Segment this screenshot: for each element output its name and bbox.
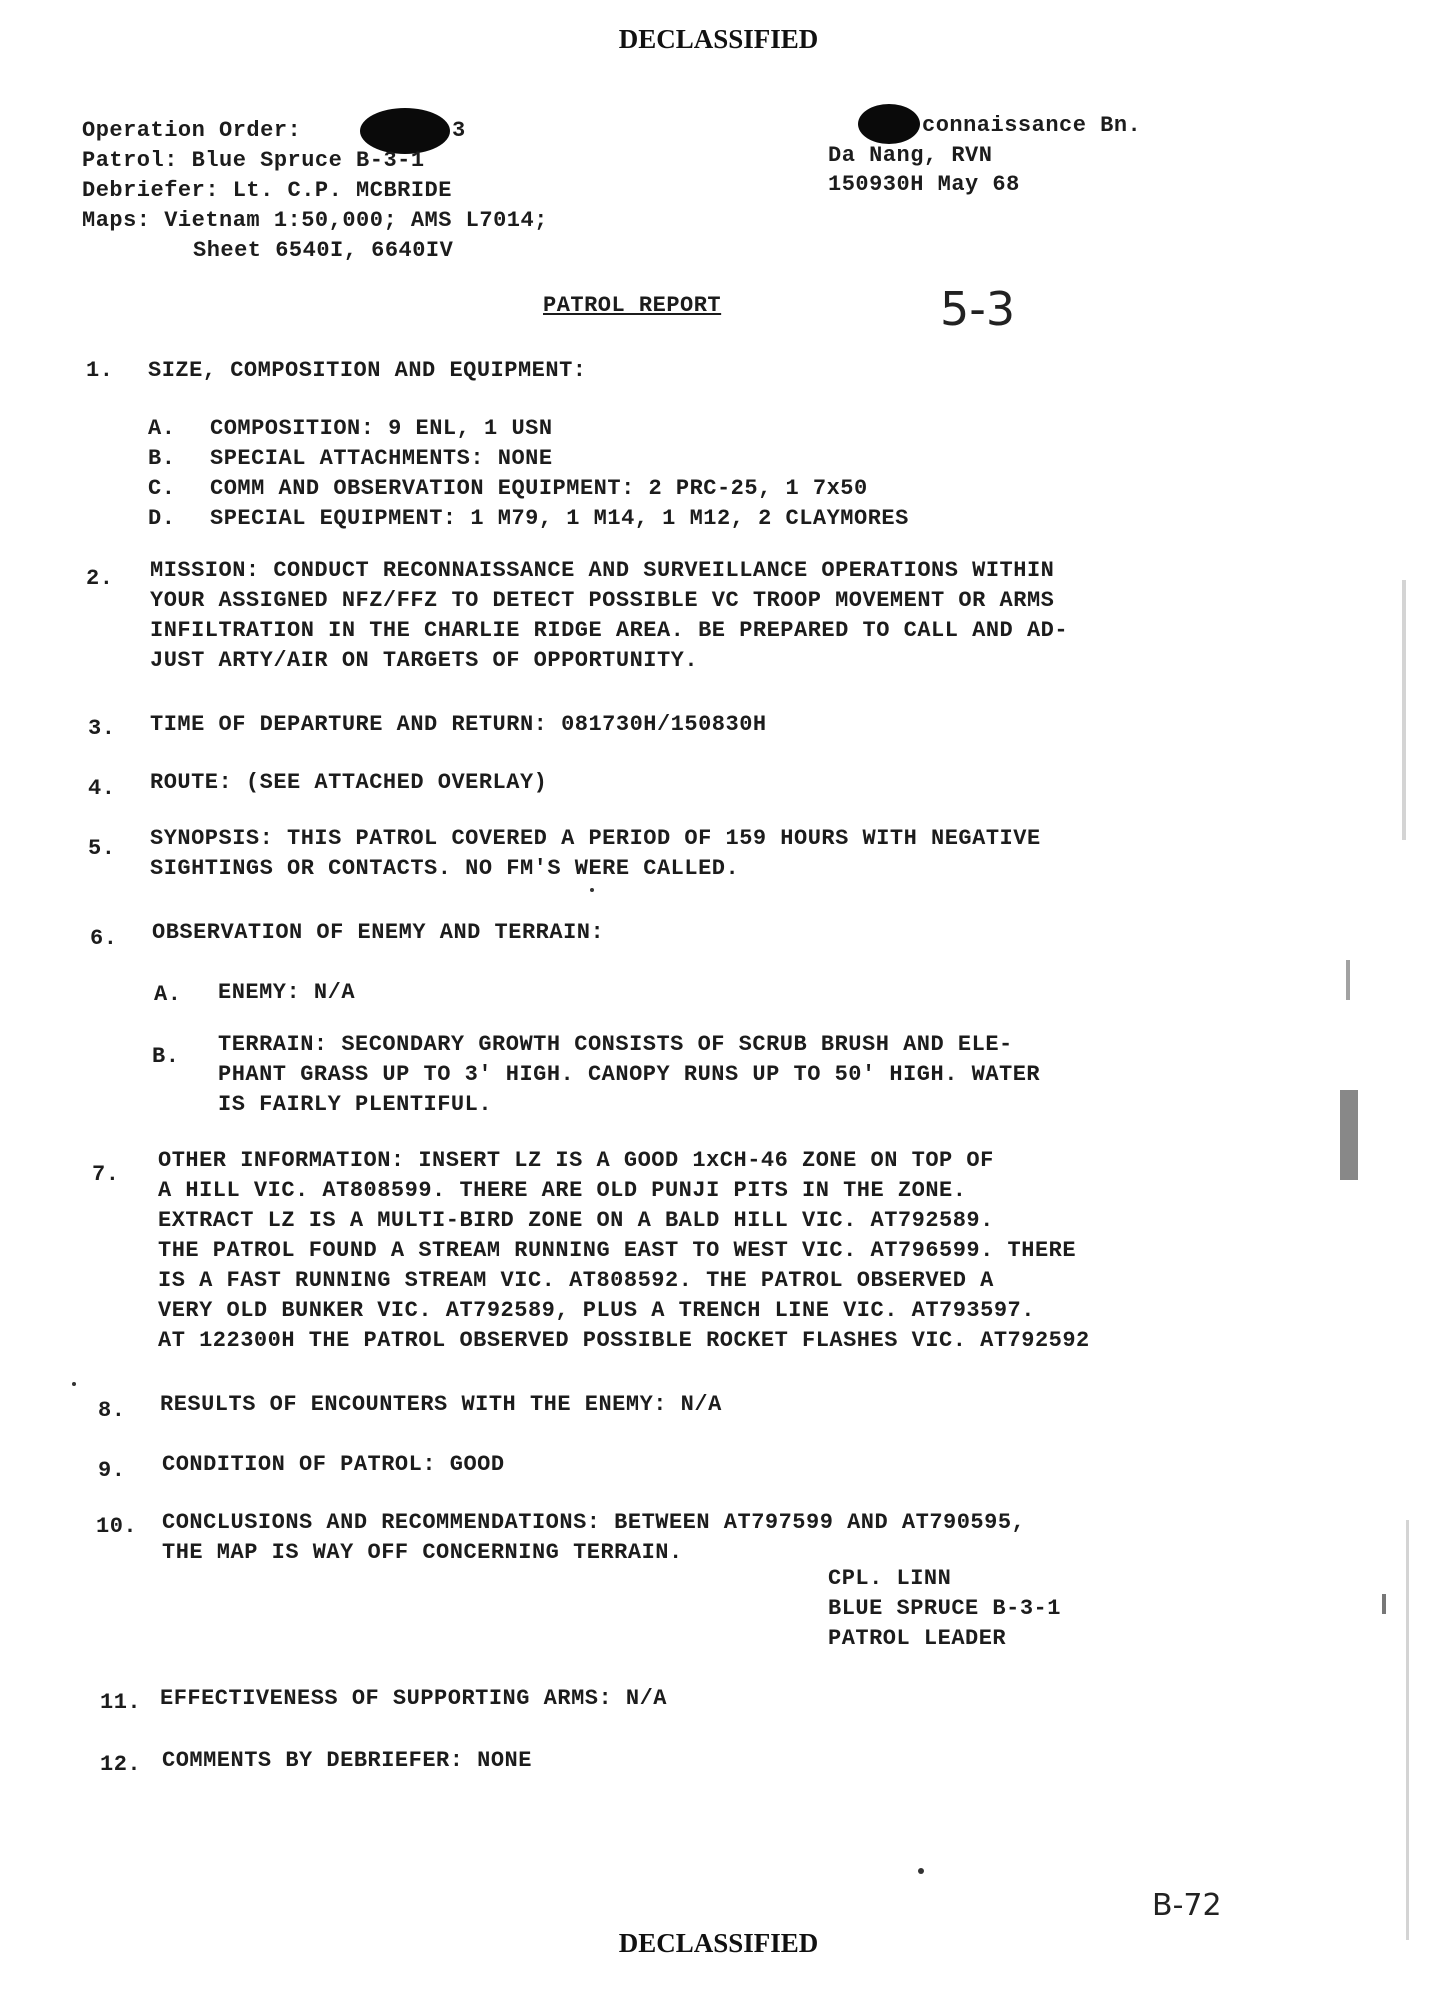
scan-artifact <box>1406 1520 1409 1940</box>
sheet-line: Sheet 6540I, 6640IV <box>193 238 454 263</box>
section-1-number: 1. <box>86 358 114 383</box>
declassified-stamp-bottom: DECLASSIFIED <box>618 1928 819 1958</box>
section-7-text <box>158 1146 1090 1356</box>
section-12-text: COMMENTS BY DEBRIEFER: NONE <box>162 1748 532 1773</box>
section-1-d-letter: D. <box>148 506 176 531</box>
scan-speck <box>590 888 594 892</box>
section-10-number: 10. <box>96 1514 138 1539</box>
section-5-text <box>150 824 1041 884</box>
section-6-b-letter: B. <box>152 1044 180 1069</box>
section-11-number: 11. <box>100 1690 142 1715</box>
report-title: PATROL REPORT <box>543 293 722 318</box>
section-8-number: 8. <box>98 1398 126 1423</box>
section-6-b-line: TERRAIN: SECONDARY GROWTH CONSISTS OF SCRUB BRUSH AND ELE- <box>218 1032 1013 1057</box>
section-2-line: MISSION: CONDUCT RECONNAISSANCE AND SURVEILLANCE OPERATIONS WITHIN <box>150 558 1055 583</box>
section-1-d-text: SPECIAL EQUIPMENT: 1 M79, 1 M14, 1 M12, 2 CLAYMORES <box>210 506 909 531</box>
section-2-text <box>150 556 1068 676</box>
section-7-line: THE PATROL FOUND A STREAM RUNNING EAST TO WEST VIC. AT796599. THERE <box>158 1238 1077 1263</box>
section-10-line: THE MAP IS WAY OFF CONCERNING TERRAIN. <box>162 1540 683 1565</box>
section-2-line: YOUR ASSIGNED NFZ/FFZ TO DETECT POSSIBLE VC TROOP MOVEMENT OR ARMS <box>150 588 1055 613</box>
scan-artifact <box>1346 960 1350 1000</box>
section-6-b-line: PHANT GRASS UP TO 3' HIGH. CANOPY RUNS UP TO 50' HIGH. WATER <box>218 1062 1041 1087</box>
handwritten-page-number: B-72 <box>1152 1888 1222 1923</box>
dtg-line: 150930H May 68 <box>828 172 1020 197</box>
section-4-number: 4. <box>88 776 116 801</box>
section-8-text: RESULTS OF ENCOUNTERS WITH THE ENEMY: N/A <box>160 1392 722 1417</box>
section-7-line: VERY OLD BUNKER VIC. AT792589, PLUS A TRENCH LINE VIC. AT793597. <box>158 1298 1035 1323</box>
section-1-b-letter: B. <box>148 446 176 471</box>
scan-artifact <box>1402 580 1406 840</box>
section-4-text: ROUTE: (SEE ATTACHED OVERLAY) <box>150 770 548 795</box>
section-1-a-letter: A. <box>148 416 176 441</box>
section-7-line: OTHER INFORMATION: INSERT LZ IS A GOOD 1xCH-46 ZONE ON TOP OF <box>158 1148 994 1173</box>
section-7-line: AT 122300H THE PATROL OBSERVED POSSIBLE ROCKET FLASHES VIC. AT792592 <box>158 1328 1090 1353</box>
section-2-number: 2. <box>86 566 114 591</box>
section-10-text <box>162 1508 1025 1568</box>
section-6-a-text: ENEMY: N/A <box>218 980 356 1005</box>
maps-line: Maps: Vietnam 1:50,000; AMS L7014; <box>82 208 548 233</box>
section-5-line: SIGHTINGS OR CONTACTS. NO FM'S WERE CALLED. <box>150 856 740 881</box>
section-3-text: TIME OF DEPARTURE AND RETURN: 081730H/150830H <box>150 712 767 737</box>
operation-order-value: 3 <box>452 118 466 143</box>
signature-name: CPL. LINN <box>828 1566 952 1591</box>
section-1-b-text: SPECIAL ATTACHMENTS: NONE <box>210 446 553 471</box>
section-6-b-line: IS FAIRLY PLENTIFUL. <box>218 1092 493 1117</box>
section-5-number: 5. <box>88 836 116 861</box>
section-2-line: INFILTRATION IN THE CHARLIE RIDGE AREA. BE PREPARED TO CALL AND AD- <box>150 618 1069 643</box>
section-6-a-letter: A. <box>154 982 182 1007</box>
section-1-heading: SIZE, COMPOSITION AND EQUIPMENT: <box>148 358 587 383</box>
section-7-line: A HILL VIC. AT808599. THERE ARE OLD PUNJI PITS IN THE ZONE. <box>158 1178 967 1203</box>
scan-artifact <box>1340 1090 1358 1180</box>
operation-order-label: Operation Order: <box>82 118 302 143</box>
section-1-c-text: COMM AND OBSERVATION EQUIPMENT: 2 PRC-25, 1 7x50 <box>210 476 868 501</box>
debriefer-line: Debriefer: Lt. C.P. MCBRIDE <box>82 178 452 203</box>
location-line: Da Nang, RVN <box>828 143 993 168</box>
section-7-line: EXTRACT LZ IS A MULTI-BIRD ZONE ON A BALD HILL VIC. AT792589. <box>158 1208 994 1233</box>
section-1-a-text: COMPOSITION: 9 ENL, 1 USN <box>210 416 553 441</box>
scan-speck <box>72 1382 76 1386</box>
section-9-text: CONDITION OF PATROL: GOOD <box>162 1452 505 1477</box>
section-6-heading: OBSERVATION OF ENEMY AND TERRAIN: <box>152 920 605 945</box>
signature-unit: BLUE SPRUCE B-3-1 <box>828 1596 1061 1621</box>
section-1-c-letter: C. <box>148 476 176 501</box>
declassified-stamp-top: DECLASSIFIED <box>618 24 819 54</box>
handwritten-code: 5-3 <box>940 282 1016 336</box>
patrol-line: Patrol: Blue Spruce B-3-1 <box>82 148 425 173</box>
section-2-line: JUST ARTY/AIR ON TARGETS OF OPPORTUNITY. <box>150 648 699 673</box>
scan-artifact <box>1382 1594 1386 1614</box>
section-6-b-text <box>218 1030 1040 1120</box>
section-10-line: CONCLUSIONS AND RECOMMENDATIONS: BETWEEN AT797599 AND AT790595, <box>162 1510 1026 1535</box>
unit-line: connaissance Bn. <box>922 113 1142 138</box>
section-9-number: 9. <box>98 1458 126 1483</box>
section-6-number: 6. <box>90 926 118 951</box>
section-3-number: 3. <box>88 716 116 741</box>
redaction-mark-right <box>858 104 920 144</box>
scan-speck <box>918 1868 924 1874</box>
section-12-number: 12. <box>100 1752 142 1777</box>
signature-role: PATROL LEADER <box>828 1626 1007 1651</box>
section-7-number: 7. <box>92 1162 120 1187</box>
section-5-line: SYNOPSIS: THIS PATROL COVERED A PERIOD OF 159 HOURS WITH NEGATIVE <box>150 826 1041 851</box>
section-7-line: IS A FAST RUNNING STREAM VIC. AT808592. THE PATROL OBSERVED A <box>158 1268 994 1293</box>
section-11-text: EFFECTIVENESS OF SUPPORTING ARMS: N/A <box>160 1686 667 1711</box>
